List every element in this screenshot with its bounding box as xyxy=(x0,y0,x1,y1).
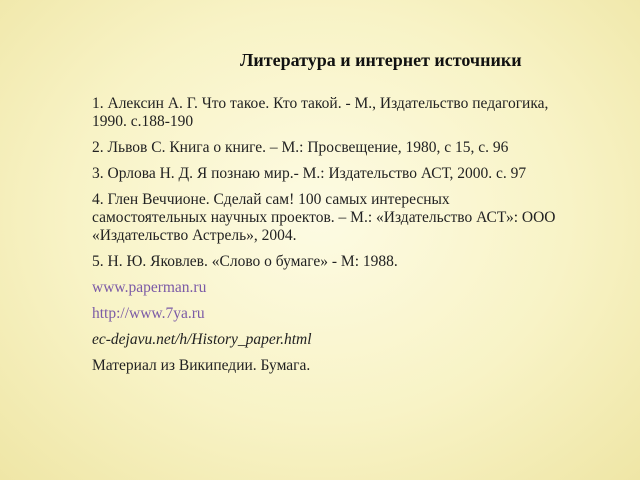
reference-item-2: 2. Львов С. Книга о книге. – М.: Просвещение, 1980, с 15, с. 96 xyxy=(92,139,509,156)
reference-wikipedia: Материал из Википедии. Бумага. xyxy=(92,357,311,374)
reference-item-3: 3. Орлова Н. Д. Я познаю мир.- М.: Издательство АСТ, 2000. с. 97 xyxy=(92,165,527,182)
link-7ya[interactable]: http://www.7ya.ru xyxy=(92,305,205,322)
reference-list xyxy=(92,95,562,383)
slide-title: Литература и интернет источники xyxy=(240,50,522,70)
reference-item-1: 1. Алексин А. Г. Что такое. Кто такой. - М., Издательство педагогика, 1990. с.188-190 xyxy=(92,95,549,130)
reference-item-4: 4. Глен Веччионе. Сделай сам! 100 самых интересных самостоятельных научных проектов. – М.: «Издательство АСТ»: ООО «Издательство Астрель», 2004. xyxy=(92,191,556,244)
reference-item-5: 5. Н. Ю. Яковлев. «Слово о бумаге» - М: 1988. xyxy=(92,253,398,270)
reference-dejavu: ec-dejavu.net/h/History_paper.html xyxy=(92,331,312,348)
link-paperman[interactable]: www.paperman.ru xyxy=(92,279,207,296)
